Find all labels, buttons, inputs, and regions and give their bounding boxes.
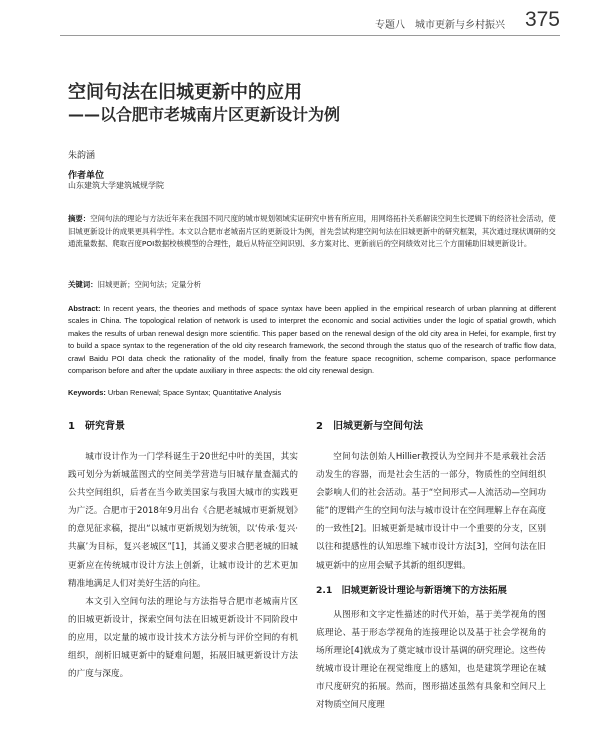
right-column <box>316 420 546 714</box>
running-header <box>0 6 600 36</box>
keywords-english <box>68 388 281 397</box>
abstract-english-text: In recent years, the theories and methods of space syntax have been applied in the empirical research of urban planning at different scales in China. The topological relation of network is used to interpret the economic and social activities under the logic of spatial growth, which makes the results of urban renewal design more scientific. This paper based on the renewal design of the old city area in Hefei, for example, first try to build a space syntax to the regeneration of the old city research framework, the second through the status quo of the research of traffic flow data, crawl Baidu POI data check the rationality of the model, finally from the feature space recognition, scheme comparison, space performance comparison before and after the update auxiliary in three aspects: the old city renewal design. <box>68 304 556 376</box>
author-name: 朱韵涵 <box>68 151 96 161</box>
section-2-1-paragraph-1: 从图形和文字定性描述的时代开始，基于美学视角的图底理论、基于形态学视角的连接理论以及基于社会学视角的场所理论[4]就成为了奠定城市设计基调的研究理论。这些传统城市设计理论在视觉维度上的感知，也是建筑学理论在城市尺度研究的拓展。然而，图形描述虽然有具象和空间尺上对物质空间尺度理 <box>316 609 546 711</box>
abstract-chinese-text: 空间句法的理论与方法近年来在我国不同尺度的城市规划领域实证研究中皆有所应用，用网络拓扑关系解读空间生长逻辑下的经济社会活动，使旧城更新设计的成果更具科学性。本文以合肥市老城南片区的更新设计为例，首先尝试构建空间句法在旧城更新中的研究框架，其次通过现状调研的交通流量数据、爬取百度POI数据校核模型的合理性，最后从特征空间识别、多方案对比、更新前后的空间绩效对比三个方面辅助旧城更新设计。 <box>68 214 556 249</box>
left-column <box>68 420 298 683</box>
keywords-chinese-label: 关键词： <box>68 280 98 289</box>
affiliation-name: 山东建筑大学建筑城规学院 <box>68 181 164 190</box>
affiliation-label: 作者单位 <box>68 171 105 181</box>
section-1-paragraph-1: 城市设计作为一门学科诞生于20世纪中叶的美国，其实践可划分为新城蓝图式的空间美学营造与旧城存量查漏式的公共空间组织，后者在当今欧美国家与我国大城市的实践更为广泛。合肥市于2018年9月出台《合肥老城城市更新规划》的意见征求稿，提出“以城市更新规划为统领，以‘传承·复兴·共赢’为目标，复兴老城区”[1]，其涌义要求合肥老城的旧城更新应在传统城市设计方法上创新，让城市设计的艺术更加精准地满足人们对美好生活的向往。 <box>68 452 298 589</box>
abstract-chinese-label: 摘要： <box>68 214 91 223</box>
abstract-english <box>68 303 556 377</box>
page-number: 375 <box>524 8 560 31</box>
paper-subtitle: ——以合肥市老城南片区更新设计为例 <box>68 105 341 124</box>
section-2-heading: 2 旧城更新与空间句法 <box>316 421 423 432</box>
section-1-heading: 1 研究背景 <box>68 421 125 432</box>
paper-title: 空间句法在旧城更新中的应用 <box>68 82 302 103</box>
section-2-1-heading: 2.1 旧城更新设计理论与新语境下的方法拓展 <box>316 584 507 596</box>
header-rule <box>60 35 560 36</box>
keywords-chinese-text: 旧城更新；空间句法；定量分析 <box>97 280 202 289</box>
abstract-english-label: Abstract: <box>68 304 101 313</box>
keywords-chinese <box>68 279 201 290</box>
section-1-paragraph-2: 本文引入空间句法的理论与方法指导合肥市老城南片区的旧城更新设计，探索空间句法在旧城更新设计不同阶段中的应用，以定量的城市设计技术方法分析与评价空间的有机组织，剖析旧城更新中的疑难问题，拓展旧城更新设计方法的广度与深度。 <box>68 596 298 680</box>
keywords-english-text: Urban Renewal; Space Syntax; Quantitative Analysis <box>107 388 282 397</box>
keywords-english-label: Keywords: <box>68 388 106 397</box>
running-header-section: 专题八 城市更新与乡村振兴 <box>375 20 505 31</box>
section-2-paragraph-1: 空间句法创始人Hillier教授认为空间并不是承载社会活动发生的容器，而是社会生活的一部分，物质性的空间组织会影响人们的社会活动。基于“空间形式—人流活动—空间功能”的逻辑产生的空间句法与城市设计在空间理解上存在高度的一致性[2]。旧城更新是城市设计中一个重要的分支，区别以往和提感性的认知思维下城市设计方法[3]，空间句法在旧城更新中的应用会赋予其新的组织逻辑。 <box>316 452 546 571</box>
abstract-chinese <box>68 213 556 251</box>
